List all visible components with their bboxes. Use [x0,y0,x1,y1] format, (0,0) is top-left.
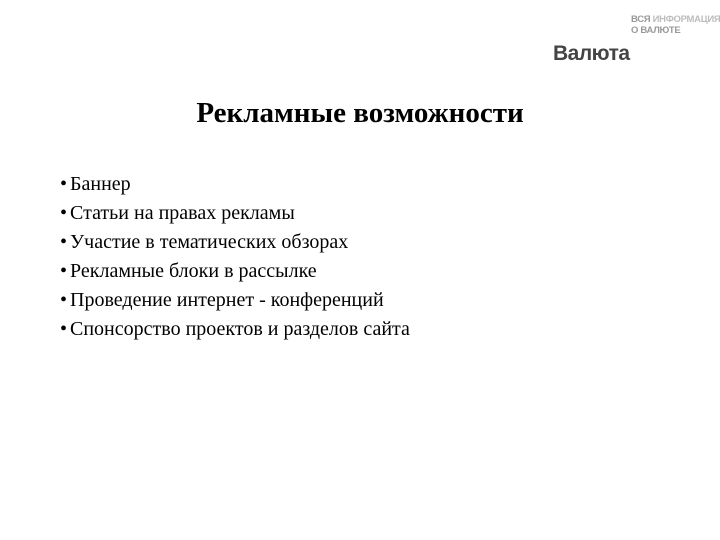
logo-tagline-part2: ИНФОРМАЦИЯ [652,14,720,25]
logo-tagline-line2: О ВАЛЮТЕ [631,25,681,36]
logo-tagline-part1: ВСЯ [631,14,653,25]
bullet-item: • Участие в тематических обзорах [60,228,410,257]
brand-logo [553,14,720,70]
bullet-item: • Статьи на правах рекламы [60,199,410,228]
logo-name: Валюта [553,42,630,65]
bullet-item: • Рекламные блоки в рассылке [60,257,410,286]
bullet-list [60,170,410,344]
bullet-item: • Баннер [60,170,410,199]
bullet-item: • Спонсорство проектов и разделов сайта [60,315,410,344]
logo-tagline-line1 [631,14,720,25]
logo-tagline [631,14,720,36]
bullet-item: • Проведение интернет - конференций [60,286,410,315]
slide-title: Рекламные возможности [196,97,524,129]
